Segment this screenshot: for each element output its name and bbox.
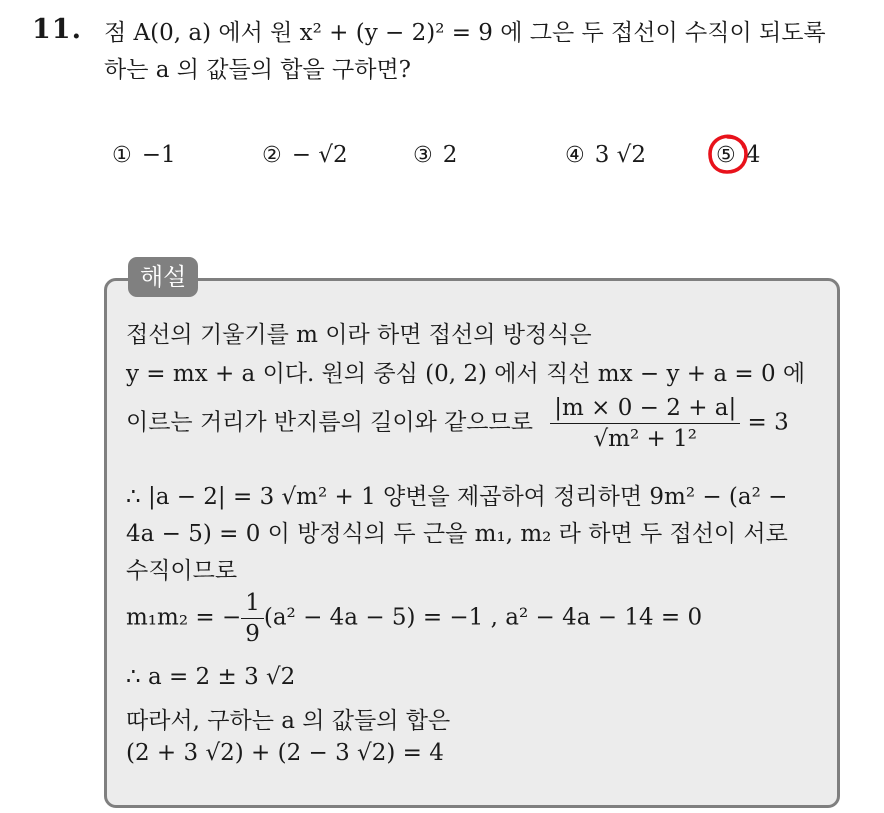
choice-1[interactable]: [112, 142, 176, 168]
solution-line-4: ∴ |a − 2| = 3 √m² + 1 양변을 제곱하여 정리하면 9m² − (a² −: [126, 484, 788, 510]
question-text-line-2: 하는 a 의 값들의 합을 구하면?: [104, 57, 411, 83]
choice-2[interactable]: [262, 142, 348, 168]
choice-3-value: 2: [442, 142, 458, 168]
solution-line-3: [126, 395, 789, 452]
question-number: 11.: [32, 14, 82, 45]
solution-line-7: [126, 590, 702, 647]
choice-1-value: −1: [141, 142, 176, 168]
answer-choices: [0, 142, 884, 182]
one-ninth-denominator: 9: [245, 621, 260, 647]
choice-4-number: ④: [565, 143, 585, 168]
choice-5-value: 4: [745, 142, 761, 168]
solution-line-1: 접선의 기울기를 m 이라 하면 접선의 방정식은: [126, 322, 592, 348]
solution-line-9: 따라서, 구하는 a 의 값들의 합은: [126, 708, 451, 734]
solution-line-8: ∴ a = 2 ± 3 √2: [126, 664, 296, 690]
choice-4[interactable]: [565, 142, 646, 168]
solution-line-6: 수직이므로: [126, 558, 238, 584]
choice-3[interactable]: [413, 142, 457, 168]
answer-circle-mark-icon: [706, 132, 750, 176]
choice-2-number: ②: [262, 143, 282, 168]
one-ninth-fraction: [241, 590, 264, 647]
choice-4-value: 3 √2: [594, 142, 646, 168]
distance-fraction-numerator: |m × 0 − 2 + a|: [550, 395, 740, 424]
solution-line-5: 4a − 5) = 0 이 방정식의 두 근을 m₁, m₂ 라 하면 두 접선이 서로: [126, 521, 788, 547]
solution-line-3-text: 이르는 거리가 반지름의 길이와 같으므로: [126, 409, 533, 436]
choice-3-number: ③: [413, 143, 433, 168]
choice-5-number: ⑤: [716, 143, 736, 168]
distance-fraction: [550, 395, 740, 452]
question-text-line-1: 점 A(0, a) 에서 원 x² + (y − 2)² = 9 에 그은 두 접선이 수직이 되도록: [104, 20, 826, 46]
distance-fraction-denominator: √m² + 1²: [593, 426, 697, 452]
solution-line-10: (2 + 3 √2) + (2 − 3 √2) = 4: [126, 740, 444, 766]
solution-line-3-rhs: = 3: [747, 409, 789, 436]
one-ninth-numerator: 1: [241, 590, 264, 619]
choice-1-number: ①: [112, 143, 132, 168]
solution-tag: 해설: [128, 257, 198, 297]
solution-line-7-rhs: (a² − 4a − 5) = −1 , a² − 4a − 14 = 0: [263, 604, 703, 631]
solution-line-7-lhs: m₁m₂ = −: [126, 604, 242, 631]
solution-line-2: y = mx + a 이다. 원의 중심 (0, 2) 에서 직선 mx − y + a = 0 에: [126, 361, 806, 387]
choice-2-value: − √2: [291, 142, 348, 168]
